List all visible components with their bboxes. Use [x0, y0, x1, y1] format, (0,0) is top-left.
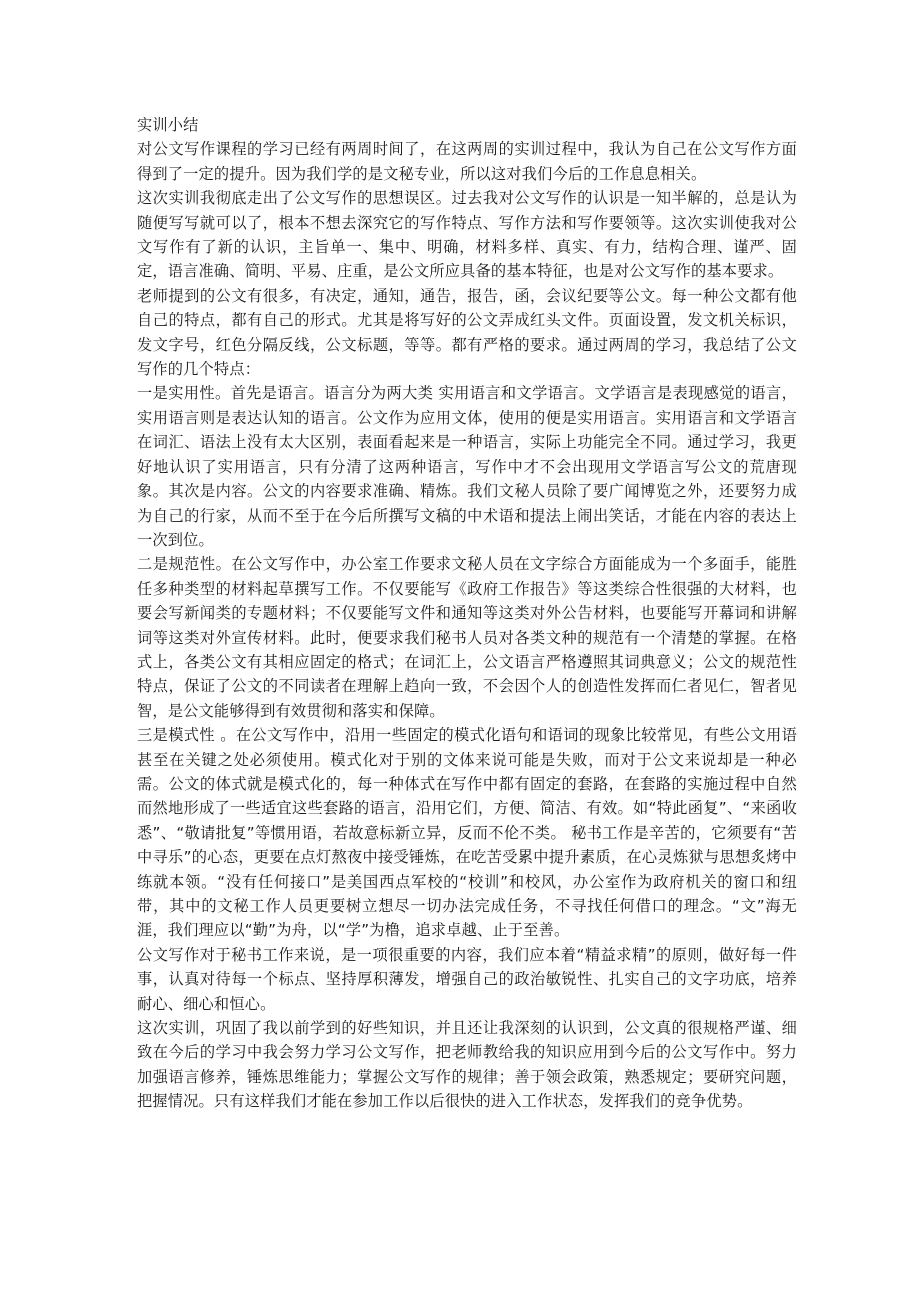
- paragraph-intro: 对公文写作课程的学习已经有两周时间了，在这两周的实训过程中，我认为自己在公文写作方面得到了一定的提升。因为我们学的是文秘专业，所以这对我们今后的工作息息相关。: [137, 140, 797, 183]
- paragraph-document-types: 老师提到的公文有很多，有决定，通知，通告，报告，函，会议纪要等公文。每一种公文都有他自己的特点，都有自己的形式。尤其是将写好的公文弄成红头文件。页面设置，发文机关标识，发文字号，红色分隔反线，公文标题，等等。都有严格的要求。通过两周的学习，我总结了公文写作的几个特点：: [137, 286, 797, 379]
- paragraph-pattern: 三是模式性 。在公文写作中，沿用一些固定的模式化语句和语词的现象比较常见，有些公文用语甚至在关键之处必须使用。模式化对于别的文体来说可能是失败，而对于公文来说却是一种必需。公文的体式就是模式化的，每一种体式在写作中都有固定的套路，在套路的实施过程中自然而然地形成了一些适宜这些套路的语言，沿用它们，方便、简洁、有效。如“特此函复”、“来函收悉”、“敬请批复”等惯用语，若故意标新立异，反而不伦不类。 秘书工作是辛苦的，它须要有“苦中寻乐”的心态，更要在点灯熬夜中接受锤炼，在吃苦受累中提升素质，在心灵炼狱与思想炙烤中练就本领。“没有任何接口”是美国西点军校的“校训”和校风，办公室作为政府机关的窗口和纽带，其中的文秘工作人员更要树立想尽一切办法完成任务，不寻找任何借口的理念。“文”海无涯，我们理应以“勤”为舟，以“学”为橹，追求卓越、止于至善。: [137, 726, 797, 940]
- paragraph-misconception: 这次实训我彻底走出了公文写作的思想误区。过去我对公文写作的认识是一知半解的，总是认为随便写写就可以了，根本不想去深究它的写作特点、写作方法和写作要领等。这次实训使我对公文写作有了新的认识，主旨单一、集中、明确，材料多样、真实、有力，结构合理、谨严、固定，语言准确、简明、平易、庄重，是公文所应具备的基本特征，也是对公文写作的基本要求。: [137, 189, 797, 281]
- paragraph-importance: 公文写作对于秘书工作来说，是一项很重要的内容，我们应本着“精益求精”的原则，做好每一件事，认真对待每一个标点、坚持厚积薄发，增强自己的政治敏锐性、扎实自己的文字功底，培养耐心、细心和恒心。: [137, 945, 797, 1013]
- document-title: 实训小结: [137, 116, 199, 134]
- paragraph-conclusion: 这次实训，巩固了我以前学到的好些知识，并且还让我深刻的认识到，公文真的很规格严谨、细致在今后的学习中我会努力学习公文写作，把老师教给我的知识应用到今后的公文写作中。努力加强语言修养，锤炼思维能力；掌握公文写作的规律；善于领会政策，熟悉规定；要研究问题，把握情况。只有这样我们才能在参加工作以后很快的进入工作状态，发挥我们的竞争优势。: [137, 1019, 797, 1111]
- document-body: [137, 113, 797, 1114]
- paragraph-standardization: 二是规范性。在公文写作中，办公室工作要求文秘人员在文字综合方面能成为一个多面手，能胜任多种类型的材料起草撰写工作。不仅要能写《政府工作报告》等这类综合性很强的大材料，也要会写新闻类的专题材料；不仅要能写文件和通知等这类对外公告材料，也要能写开幕词和讲解词等这类对外宣传材料。此时，便要求我们秘书人员对各类文种的规范有一个清楚的掌握。在格式上，各类公文有其相应固定的格式；在词汇上，公文语言严格遵照其词典意义；公文的规范性特点，保证了公文的不同读者在理解上趋向一致，不会因个人的创造性发挥而仁者见仁，智者见智，是公文能够得到有效贯彻和落实和保障。: [137, 555, 797, 720]
- paragraph-practicality: 一是实用性。首先是语言。语言分为两大类 实用语言和文学语言。文学语言是表现感觉的语言，实用语言则是表达认知的语言。公文作为应用文体，使用的便是实用语言。实用语言和文学语言在词汇、语法上没有太大区别，表面看起来是一种语言，实际上功能完全不同。通过学习，我更好地认识了实用语言，只有分清了这两种语言，写作中才不会出现用文学语言写公文的荒唐现象。其次是内容。公文的内容要求准确、精炼。我们文秘人员除了要广闻博览之外，还要努力成为自己的行家，从而不至于在今后所撰写文稿的中术语和提法上闹出笑话，才能在内容的表达上一次到位。: [137, 384, 797, 549]
